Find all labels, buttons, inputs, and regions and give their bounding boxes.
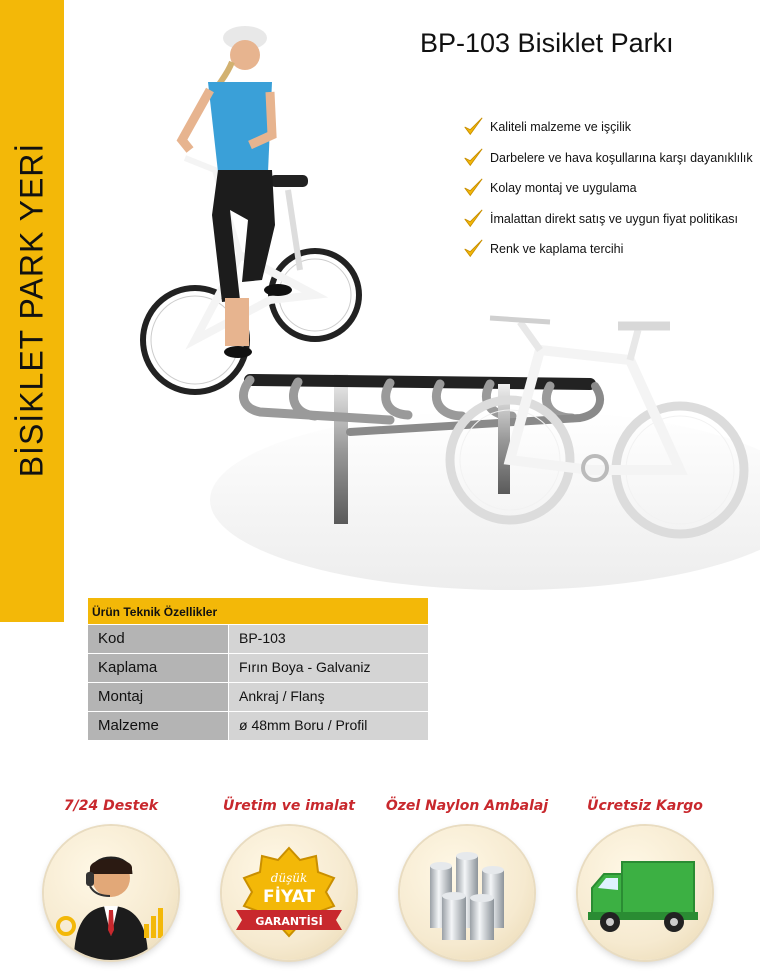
spec-value: Fırın Boya - Galvaniz <box>229 654 428 682</box>
checkmark-icon <box>462 147 484 169</box>
service-production <box>204 794 374 964</box>
services-row <box>26 794 746 964</box>
table-row <box>88 625 428 653</box>
nylon-rolls-icon <box>400 826 534 960</box>
badge-top-text: düşük <box>270 871 308 885</box>
feature-item <box>462 234 753 265</box>
service-label: Özel Naylon Ambalaj <box>385 798 549 814</box>
side-banner-text: BİSİKLET PARK YERİ <box>13 142 50 478</box>
feature-item <box>462 143 753 174</box>
price-badge-icon <box>222 826 356 960</box>
spec-key: Malzeme <box>88 712 228 740</box>
table-row <box>88 683 428 711</box>
feature-text: Renk ve kaplama tercihi <box>490 242 624 257</box>
product-title: BP-103 Bisiklet Parkı <box>420 28 674 58</box>
specs-heading: Ürün Teknik Özellikler <box>88 598 428 624</box>
spec-value: BP-103 <box>229 625 428 653</box>
side-banner <box>0 0 64 622</box>
delivery-truck-icon <box>578 826 712 960</box>
service-circle <box>222 826 356 960</box>
table-row <box>88 712 428 740</box>
checkmark-icon <box>462 208 484 230</box>
spec-key: Kaplama <box>88 654 228 682</box>
specs-table <box>88 598 428 740</box>
service-packaging <box>382 794 552 964</box>
badge-bottom-text: GARANTİSİ <box>255 915 323 928</box>
service-label: Üretim ve imalat <box>223 798 355 814</box>
product-photo <box>90 0 760 600</box>
feature-item <box>462 173 753 204</box>
spec-key: Kod <box>88 625 228 653</box>
spec-value: ø 48mm Boru / Profil <box>229 712 428 740</box>
support-agent-icon <box>44 826 178 960</box>
service-label: Ücretsiz Kargo <box>587 798 703 814</box>
checkmark-icon <box>462 116 484 138</box>
service-circle <box>400 826 534 960</box>
service-support <box>26 794 196 964</box>
feature-text: Kolay montaj ve uygulama <box>490 181 637 196</box>
features-list <box>462 112 753 265</box>
feature-item <box>462 112 753 143</box>
service-circle <box>578 826 712 960</box>
checkmark-icon <box>462 238 484 260</box>
badge-mid-text: FİYAT <box>262 887 316 907</box>
feature-text: Darbelere ve hava koşullarına karşı dayanıklılık <box>490 150 753 165</box>
feature-text: Kaliteli malzeme ve işçilik <box>490 120 632 135</box>
table-row <box>88 654 428 682</box>
feature-item <box>462 204 753 235</box>
spec-value: Ankraj / Flanş <box>229 683 428 711</box>
service-circle <box>44 826 178 960</box>
service-label: 7/24 Destek <box>63 798 159 814</box>
checkmark-icon <box>462 177 484 199</box>
spec-key: Montaj <box>88 683 228 711</box>
feature-text: İmalattan direkt satış ve uygun fiyat politikası <box>490 211 739 226</box>
service-shipping <box>560 794 730 964</box>
